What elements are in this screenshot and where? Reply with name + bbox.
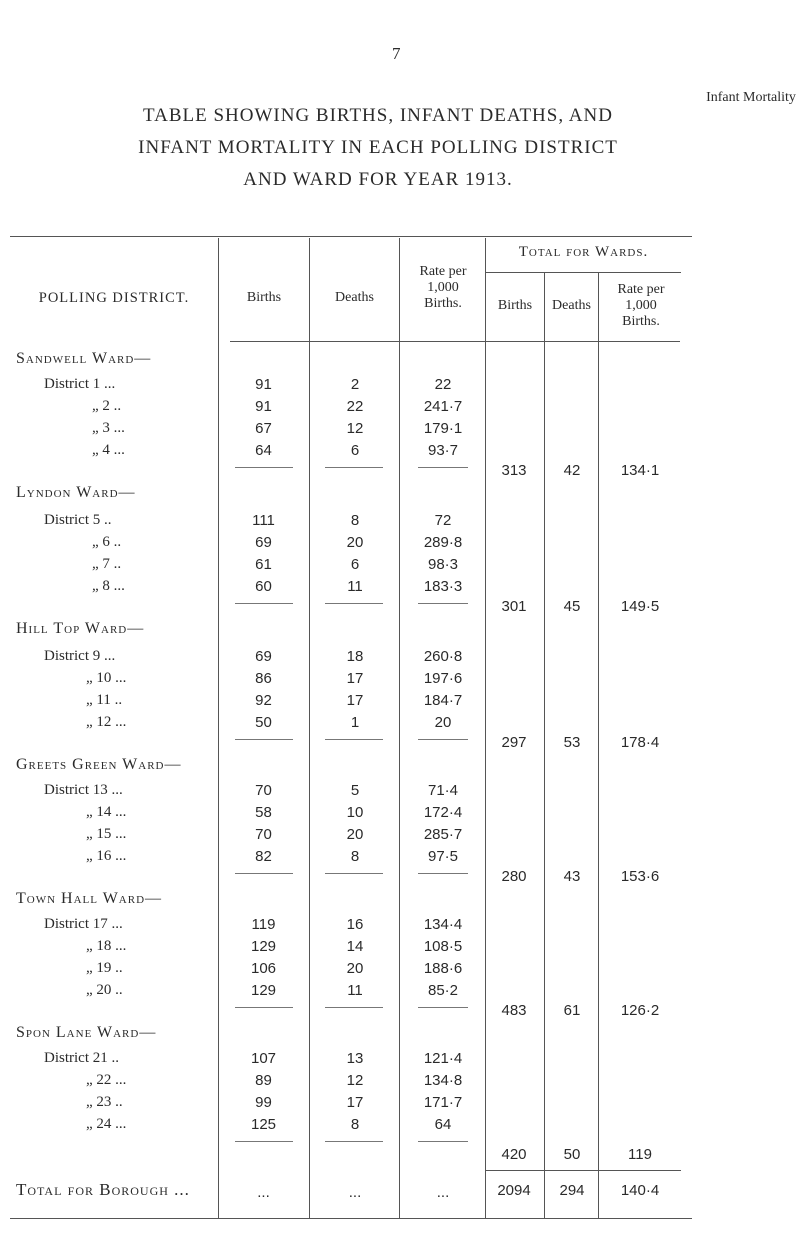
district-rate: 285·7 — [423, 826, 463, 843]
district-births: 70 — [255, 826, 272, 843]
district-label: „ 12 ... — [86, 714, 127, 730]
table-title-line-1: TABLE SHOWING BIRTHS, INFANT DEATHS, AND — [143, 105, 613, 126]
column-rule — [309, 238, 310, 1218]
district-deaths: 2 — [350, 376, 360, 393]
ward-total-rate: 134·1 — [620, 462, 660, 479]
district-rate: 289·8 — [423, 534, 463, 551]
ward-total-rate: 178·4 — [620, 734, 660, 751]
header-total-rate: Rate per 1,000 Births. — [617, 282, 665, 329]
subtotal-rule — [325, 467, 383, 468]
district-births: 91 — [255, 398, 272, 415]
column-rule — [218, 238, 219, 1218]
district-deaths: 16 — [346, 916, 364, 933]
district-rate: 108·5 — [423, 938, 463, 955]
ward-name: Sandwell Ward— — [16, 350, 152, 367]
district-deaths: 20 — [346, 534, 364, 551]
district-rate: 22 — [434, 376, 452, 393]
subtotal-rule — [418, 467, 468, 468]
ward-total-deaths: 42 — [563, 462, 581, 479]
ward-total-deaths: 45 — [563, 598, 581, 615]
subtotal-rule — [418, 1007, 468, 1008]
subtotal-rule — [235, 603, 293, 604]
ward-total-rate: 153·6 — [620, 868, 660, 885]
borough-rate: ... — [436, 1184, 450, 1201]
district-births: 89 — [255, 1072, 272, 1089]
district-deaths: 20 — [346, 960, 364, 977]
ward-total-births: 280 — [501, 868, 527, 885]
ward-name: Lyndon Ward— — [16, 484, 136, 501]
district-deaths: 20 — [346, 826, 364, 843]
district-rate: 64 — [434, 1116, 452, 1133]
district-label: „ 2 .. — [92, 398, 122, 414]
district-label: „ 14 ... — [86, 804, 127, 820]
district-deaths: 14 — [346, 938, 364, 955]
district-deaths: 11 — [347, 982, 363, 999]
district-rate: 184·7 — [423, 692, 463, 709]
ward-name: Town Hall Ward— — [16, 890, 163, 907]
district-rate: 85·2 — [427, 982, 459, 999]
district-rate: 93·7 — [427, 442, 459, 459]
subtotal-rule — [235, 739, 293, 740]
district-label: District 1 ... — [44, 376, 116, 392]
borough-deaths: ... — [348, 1184, 362, 1201]
district-deaths: 6 — [350, 442, 360, 459]
district-births: 50 — [255, 714, 272, 731]
ward-name: Hill Top Ward— — [16, 620, 145, 637]
borough-births: ... — [257, 1184, 270, 1201]
district-rate: 171·7 — [423, 1094, 463, 1111]
district-births: 106 — [250, 960, 277, 977]
district-deaths: 12 — [346, 420, 364, 437]
district-label: „ 8 ... — [92, 578, 125, 594]
district-deaths: 8 — [350, 848, 360, 865]
district-deaths: 6 — [350, 556, 360, 573]
district-label: „ 10 ... — [86, 670, 127, 686]
district-rate: 134·4 — [423, 916, 463, 933]
column-rule — [544, 272, 545, 1218]
district-births: 129 — [250, 982, 277, 999]
ward-total-deaths: 50 — [563, 1146, 581, 1163]
district-births: 70 — [255, 782, 272, 799]
borough-total-births: 2094 — [497, 1182, 531, 1199]
district-deaths: 8 — [350, 512, 360, 529]
total-for-wards-rule — [486, 272, 681, 273]
subtotal-rule — [325, 739, 383, 740]
district-rate: 134·8 — [423, 1072, 463, 1089]
district-label: District 5 .. — [44, 512, 112, 528]
header-polling-district: POLLING DISTRICT. — [38, 290, 190, 306]
ward-total-rate: 119 — [628, 1146, 652, 1163]
ward-total-rate: 149·5 — [620, 598, 660, 615]
borough-total-rule — [486, 1170, 681, 1171]
district-births: 125 — [250, 1116, 277, 1133]
district-label: District 13 ... — [44, 782, 123, 798]
district-births: 91 — [255, 376, 272, 393]
district-rate: 260·8 — [423, 648, 463, 665]
district-deaths: 11 — [347, 578, 363, 595]
ward-name: Greets Green Ward— — [16, 756, 182, 773]
district-rate: 179·1 — [423, 420, 463, 437]
district-label: „ 16 ... — [86, 848, 127, 864]
district-rate: 98·3 — [427, 556, 459, 573]
district-rate: 197·6 — [423, 670, 463, 687]
district-births: 67 — [255, 420, 272, 437]
district-deaths: 18 — [346, 648, 364, 665]
table-top-rule — [10, 236, 692, 237]
header-rate: Rate per 1,000 Births. — [419, 264, 467, 311]
district-deaths: 17 — [346, 670, 364, 687]
district-births: 61 — [255, 556, 272, 573]
district-births: 99 — [255, 1094, 272, 1111]
subtotal-rule — [418, 1141, 468, 1142]
district-births: 107 — [250, 1050, 277, 1067]
page-number: 7 — [392, 44, 401, 63]
district-births: 111 — [252, 512, 275, 529]
district-label: „ 19 .. — [86, 960, 123, 976]
ward-total-births: 297 — [501, 734, 527, 751]
subtotal-rule — [325, 873, 383, 874]
district-deaths: 22 — [346, 398, 364, 415]
subtotal-rule — [325, 603, 383, 604]
subtotal-rule — [235, 1007, 293, 1008]
ward-name: Spon Lane Ward— — [16, 1024, 157, 1041]
subtotal-rule — [325, 1007, 383, 1008]
district-births: 86 — [255, 670, 272, 687]
ward-total-births: 483 — [501, 1002, 527, 1019]
header-deaths: Deaths — [335, 290, 374, 305]
header-births: Births — [246, 290, 282, 305]
district-label: „ 11 .. — [86, 692, 123, 708]
district-births: 64 — [255, 442, 272, 459]
borough-total-rate: 140·4 — [620, 1182, 660, 1199]
table-title-line-3: AND WARD FOR YEAR 1913. — [243, 169, 513, 190]
subtotal-rule — [235, 1141, 293, 1142]
district-deaths: 1 — [350, 714, 360, 731]
district-births: 82 — [255, 848, 272, 865]
district-label: „ 6 .. — [92, 534, 122, 550]
district-rate: 241·7 — [423, 398, 463, 415]
district-rate: 72 — [434, 512, 452, 529]
district-births: 129 — [250, 938, 277, 955]
district-label: „ 3 ... — [92, 420, 125, 436]
district-label: „ 22 ... — [86, 1072, 127, 1088]
district-rate: 97·5 — [427, 848, 459, 865]
district-births: 58 — [255, 804, 272, 821]
district-deaths: 8 — [350, 1116, 360, 1133]
ward-total-deaths: 53 — [563, 734, 581, 751]
district-deaths: 5 — [350, 782, 360, 799]
district-births: 92 — [255, 692, 272, 709]
subtotal-rule — [235, 467, 293, 468]
header-total-for-wards: Total for Wards. — [518, 244, 649, 260]
district-births: 69 — [255, 534, 272, 551]
ward-total-births: 301 — [501, 598, 527, 615]
subtotal-rule — [235, 873, 293, 874]
district-label: „ 7 .. — [92, 556, 122, 572]
district-rate: 172·4 — [423, 804, 463, 821]
district-deaths: 10 — [346, 804, 364, 821]
margin-note: Infant Mortality — [706, 90, 796, 105]
district-rate: 71·4 — [427, 782, 459, 799]
column-rule — [399, 238, 400, 1218]
table-bottom-rule — [10, 1218, 692, 1219]
district-label: „ 18 ... — [86, 938, 127, 954]
district-label: „ 15 ... — [86, 826, 127, 842]
subtotal-rule — [325, 1141, 383, 1142]
district-deaths: 17 — [346, 692, 364, 709]
borough-total-label: Total for Borough ... — [16, 1180, 190, 1199]
district-label: „ 24 ... — [86, 1116, 127, 1132]
header-total-births: Births — [497, 298, 533, 313]
district-label: District 21 .. — [44, 1050, 119, 1066]
ward-total-births: 420 — [501, 1146, 527, 1163]
subtotal-rule — [418, 739, 468, 740]
borough-total-deaths: 294 — [559, 1182, 585, 1199]
ward-total-rate: 126·2 — [620, 1002, 660, 1019]
header-total-deaths: Deaths — [552, 298, 591, 313]
district-label: District 17 ... — [44, 916, 123, 932]
subtotal-rule — [418, 603, 468, 604]
column-rule — [598, 272, 599, 1218]
district-births: 60 — [255, 578, 272, 595]
district-deaths: 12 — [346, 1072, 364, 1089]
table-title-line-2: INFANT MORTALITY IN EACH POLLING DISTRICT — [138, 137, 618, 158]
district-label: „ 20 .. — [86, 982, 123, 998]
subtotal-rule — [418, 873, 468, 874]
ward-total-deaths: 61 — [563, 1002, 581, 1019]
ward-total-births: 313 — [501, 462, 527, 479]
district-deaths: 17 — [346, 1094, 364, 1111]
district-deaths: 13 — [346, 1050, 364, 1067]
district-label: „ 23 .. — [86, 1094, 123, 1110]
district-births: 69 — [255, 648, 272, 665]
column-rule — [485, 238, 486, 1218]
district-rate: 188·6 — [423, 960, 463, 977]
district-births: 119 — [251, 916, 276, 933]
ward-total-deaths: 43 — [563, 868, 581, 885]
district-rate: 20 — [434, 714, 452, 731]
district-label: „ 4 ... — [92, 442, 125, 458]
district-rate: 183·3 — [423, 578, 463, 595]
district-label: District 9 ... — [44, 648, 116, 664]
header-bottom-rule — [230, 341, 680, 342]
district-rate: 121·4 — [423, 1050, 463, 1067]
